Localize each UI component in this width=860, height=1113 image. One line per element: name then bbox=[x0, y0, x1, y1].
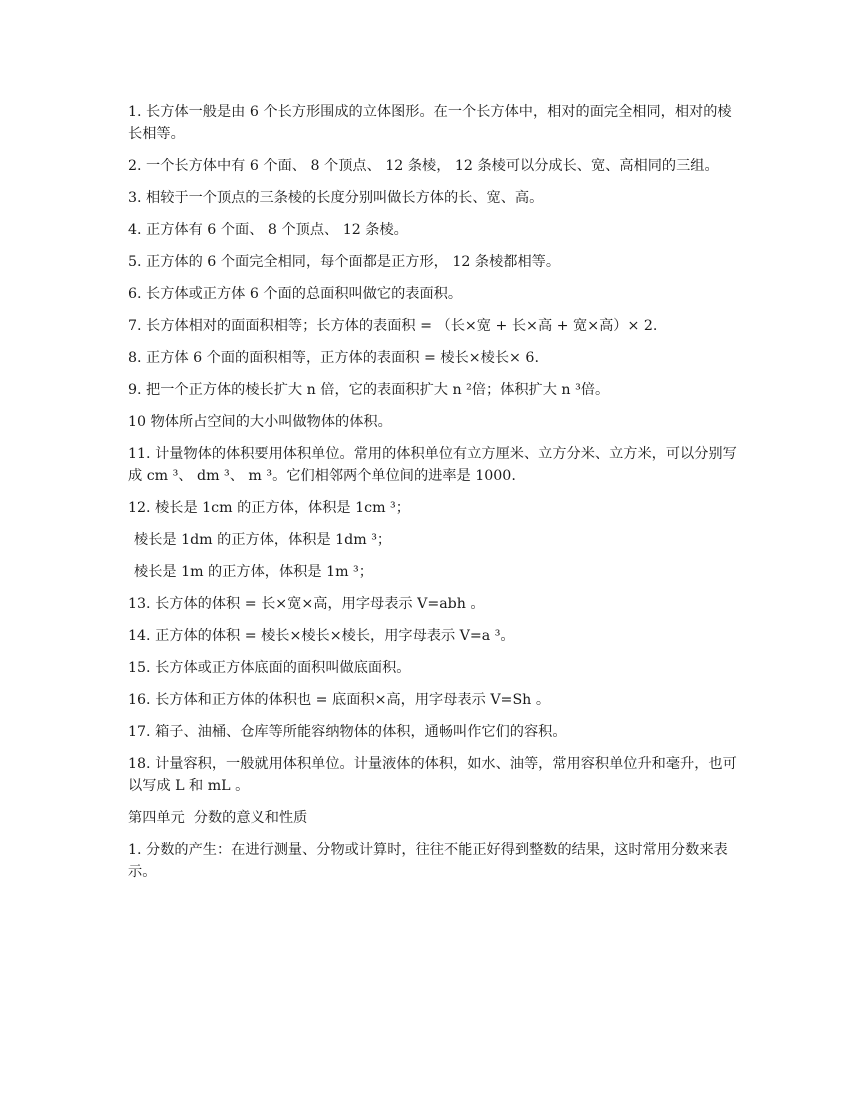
paragraph-7: 7. 长方体相对的面面积相等；长方体的表面积 = （长×宽 + 长×高 + 宽×高）× 2. bbox=[128, 318, 658, 334]
paragraph-6: 6. 长方体或正方体 6 个面的总面积叫做它的表面积。 bbox=[128, 286, 463, 302]
paragraph-2: 2. 一个长方体中有 6 个面、 8 个顶点、 12 条棱， 12 条棱可以分成长、宽、高相同的三组。 bbox=[128, 158, 719, 174]
paragraph-5: 5. 正方体的 6 个面完全相同，每个面都是正方形， 12 条棱都相等。 bbox=[128, 254, 561, 270]
document-body bbox=[128, 101, 740, 893]
paragraph-1: 1. 长方体一般是由 6 个长方形围成的立体图形。在一个长方体中，相对的面完全相同，相对的棱长相等。 bbox=[128, 104, 732, 142]
section-heading-unit-4: 第四单元 分数的意义和性质 bbox=[128, 810, 308, 826]
paragraph-3: 3. 相较于一个顶点的三条棱的长度分别叫做长方体的长、宽、高。 bbox=[128, 190, 544, 206]
paragraph-unit4-1: 1. 分数的产生：在进行测量、分物或计算时，往往不能正好得到整数的结果，这时常用分数来表示。 bbox=[128, 842, 728, 880]
paragraph-9: 9. 把一个正方体的棱长扩大 n 倍，它的表面积扩大 n ²倍；体积扩大 n ³倍。 bbox=[128, 382, 610, 398]
paragraph-11: 11. 计量物体的体积要用体积单位。常用的体积单位有立方厘米、立方分米、立方米，可以分别写成 cm ³、 dm ³、 m ³。它们相邻两个单位间的进率是 1000. bbox=[128, 446, 737, 484]
paragraph-14: 14. 正方体的体积 = 棱长×棱长×棱长，用字母表示 V=a ³。 bbox=[128, 628, 515, 644]
paragraph-18: 18. 计量容积，一般就用体积单位。计量液体的体积，如水、油等，常用容积单位升和毫升，也可以写成 L 和 mL 。 bbox=[128, 756, 737, 794]
paragraph-10: 10 物体所占空间的大小叫做物体的体积。 bbox=[128, 414, 392, 430]
paragraph-12b: 棱长是 1dm 的正方体，体积是 1dm ³； bbox=[134, 532, 392, 548]
paragraph-16: 16. 长方体和正方体的体积也 = 底面积×高，用字母表示 V=Sh 。 bbox=[128, 692, 551, 708]
paragraph-12c: 棱长是 1m 的正方体，体积是 1m ³； bbox=[134, 564, 373, 580]
paragraph-17: 17. 箱子、油桶、仓库等所能容纳物体的体积，通畅叫作它们的容积。 bbox=[128, 724, 567, 740]
paragraph-12: 12. 棱长是 1cm 的正方体，体积是 1cm ³； bbox=[128, 500, 410, 516]
paragraph-8: 8. 正方体 6 个面的面积相等，正方体的表面积 = 棱长×棱长× 6. bbox=[128, 350, 539, 366]
paragraph-4: 4. 正方体有 6 个面、 8 个顶点、 12 条棱。 bbox=[128, 222, 408, 238]
paragraph-15: 15. 长方体或正方体底面的面积叫做底面积。 bbox=[128, 660, 411, 676]
paragraph-13: 13. 长方体的体积 = 长×宽×高，用字母表示 V=abh 。 bbox=[128, 596, 485, 612]
